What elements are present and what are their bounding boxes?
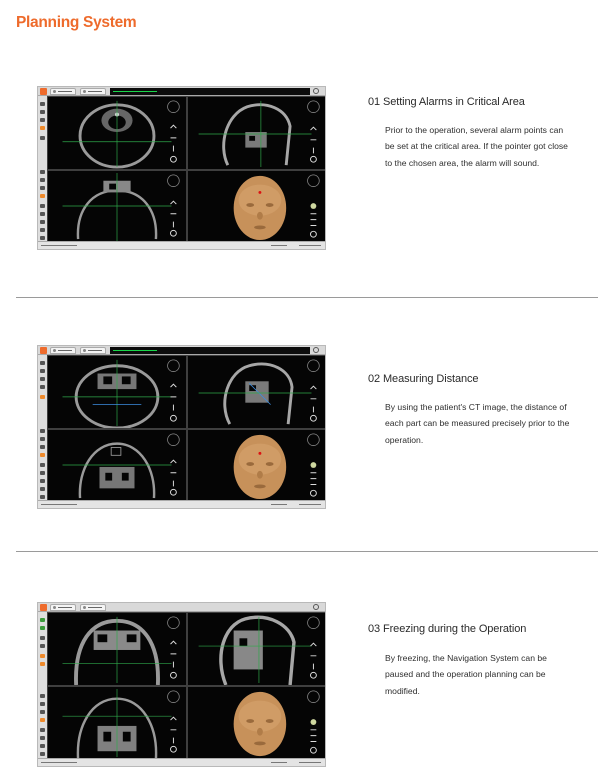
viewport-axial[interactable] [47, 612, 187, 686]
tool-icon[interactable] [40, 377, 45, 381]
screenshot-freezing [37, 602, 326, 767]
tool-icon[interactable] [40, 102, 45, 106]
close-icon[interactable] [320, 88, 326, 94]
tool-icon[interactable] [40, 495, 45, 499]
status-bar [110, 604, 310, 611]
viewport-coronal[interactable] [47, 686, 187, 760]
viewport-sagittal[interactable] [187, 96, 326, 170]
screenshot-alarms [37, 86, 326, 250]
section-body: By using the patient's CT image, the distance of each part can be measured precisely prior to the operation. [385, 402, 570, 445]
tool-icon[interactable] [40, 654, 45, 658]
status-bar [110, 88, 310, 95]
tool-icon[interactable] [40, 110, 45, 114]
tab-planning[interactable] [50, 604, 76, 611]
section-body: Prior to the operation, several alarm points can be set at the critical area. If the pointer got close to the chosen area, the alarm will sound. [385, 125, 568, 168]
tool-icon[interactable] [40, 487, 45, 491]
tool-icon[interactable] [40, 136, 45, 140]
viewport-coronal[interactable] [47, 170, 187, 243]
tool-icon[interactable] [40, 385, 45, 389]
tool-icon[interactable] [40, 204, 45, 208]
tool-icon[interactable] [40, 479, 45, 483]
section-heading: 03 Freezing during the Operation [368, 623, 527, 635]
section-divider [16, 551, 598, 552]
close-icon[interactable] [320, 604, 326, 610]
tool-icon[interactable] [40, 636, 45, 640]
app-titlebar [38, 603, 325, 612]
section-body: By freezing, the Navigation System can be paused and the operation planning can be modified. [385, 653, 547, 696]
app-logo-icon [40, 347, 47, 354]
tool-icon[interactable] [40, 194, 45, 198]
app-logo-icon [40, 604, 47, 611]
settings-icon[interactable] [313, 604, 319, 610]
viewport-3d[interactable] [187, 686, 326, 760]
app-statusbar [38, 241, 325, 249]
app-titlebar [38, 346, 325, 355]
status-bar [110, 347, 310, 354]
tool-icon[interactable] [40, 728, 45, 732]
tab-planning[interactable] [50, 347, 76, 354]
viewport-3d[interactable] [187, 429, 326, 502]
tool-icon[interactable] [40, 644, 45, 648]
section-heading: 02 Measuring Distance [368, 373, 479, 385]
app-titlebar [38, 87, 325, 96]
app-statusbar [38, 758, 325, 766]
tool-icon[interactable] [40, 463, 45, 467]
viewport-sagittal[interactable] [187, 612, 326, 686]
tab-navigation[interactable] [80, 347, 106, 354]
screenshot-measuring [37, 345, 326, 509]
tool-icon[interactable] [40, 220, 45, 224]
tool-icon[interactable] [40, 212, 45, 216]
viewport-coronal[interactable] [47, 429, 187, 502]
tool-icon[interactable] [40, 662, 45, 666]
tool-icon[interactable] [40, 170, 45, 174]
viewport-axial[interactable] [47, 355, 187, 429]
tool-icon[interactable] [40, 744, 45, 748]
tool-icon[interactable] [40, 453, 45, 457]
app-statusbar [38, 500, 325, 508]
ruler-tool-icon[interactable] [40, 395, 45, 399]
app-logo-icon [40, 88, 47, 95]
tool-icon[interactable] [40, 718, 45, 722]
settings-icon[interactable] [313, 347, 319, 353]
tool-icon[interactable] [40, 694, 45, 698]
tool-icon[interactable] [40, 236, 45, 240]
tool-icon[interactable] [40, 736, 45, 740]
viewport-3d[interactable] [187, 170, 326, 243]
close-icon[interactable] [320, 347, 326, 353]
tool-icon[interactable] [40, 752, 45, 756]
viewport-sagittal[interactable] [187, 355, 326, 429]
page-title: Planning System [16, 14, 137, 31]
tool-sidebar [38, 612, 47, 760]
tool-icon[interactable] [40, 471, 45, 475]
viewport-axial[interactable] [47, 96, 187, 170]
section-heading: 01 Setting Alarms in Critical Area [368, 96, 525, 108]
tool-icon[interactable] [40, 429, 45, 433]
tool-icon[interactable] [40, 228, 45, 232]
tool-icon[interactable] [40, 118, 45, 122]
section-divider [16, 297, 598, 298]
tool-icon[interactable] [40, 710, 45, 714]
tool-icon[interactable] [40, 361, 45, 365]
tool-icon[interactable] [40, 702, 45, 706]
tab-navigation[interactable] [80, 88, 106, 95]
tool-icon[interactable] [40, 178, 45, 182]
tool-sidebar [38, 355, 47, 502]
tool-icon[interactable] [40, 186, 45, 190]
alarm-tool-icon[interactable] [40, 126, 45, 130]
tool-icon[interactable] [40, 369, 45, 373]
settings-icon[interactable] [313, 88, 319, 94]
tool-icon[interactable] [40, 445, 45, 449]
tool-icon[interactable] [40, 626, 45, 630]
tool-sidebar [38, 96, 47, 243]
tab-navigation[interactable] [80, 604, 106, 611]
freeze-tool-icon[interactable] [40, 618, 45, 622]
tool-icon[interactable] [40, 437, 45, 441]
tab-planning[interactable] [50, 88, 76, 95]
